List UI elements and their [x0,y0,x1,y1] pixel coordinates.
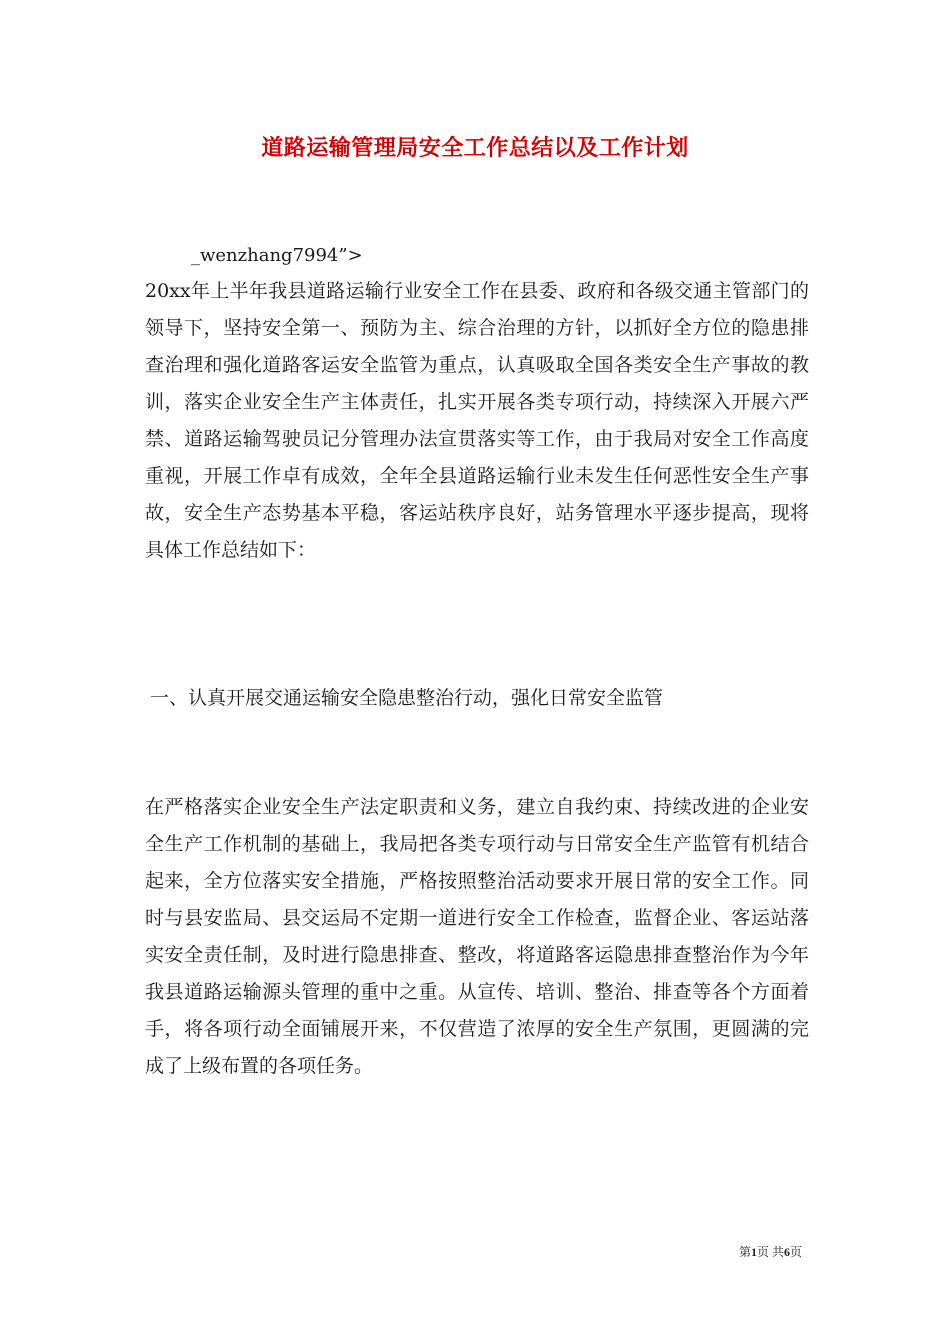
footer-total-pages: 6 [783,1245,790,1259]
footer-middle: 页 共 [756,1245,784,1259]
page-footer [739,1243,802,1261]
footer-current-page: 1 [750,1245,757,1259]
footer-suffix: 页 [789,1245,802,1259]
source-line: _wenzhang7994”> [191,245,363,266]
section-1-paragraph: 在严格落实企业安全生产法定职责和义务，建立自我约束、持续改进的企业安全生产工作机制的基础上，我局把各类专项行动与日常安全生产监管有机结合起来，全方位落实安全措施，严格按照整治活动要求开展日常的安全工作。同时与县安监局、县交运局不定期一道进行安全工作检查，监督企业、客运站落实安全责任制，及时进行隐患排查、整改，将道路客运隐患排查整治作为今年我县道路运输源头管理的重中之重。从宣传、培训、整治、排查等各个方面着手，将各项行动全面铺展开来，不仅营造了浓厚的安全生产氛围，更圆满的完成了上级布置的各项任务。 [145,796,809,1077]
footer-prefix: 第 [738,1245,751,1259]
section-heading-1: 一、认真开展交通运输安全隐患整治行动，强化日常安全监管 [150,687,664,709]
intro-paragraph: 20xx年上半年我县道路运输行业安全工作在县委、政府和各级交通主管部门的领导下，坚持安全第一、预防为主、综合治理的方针，以抓好全方位的隐患排查治理和强化道路客运安全监管为重点，认真吸取全国各类安全生产事故的教训，落实企业安全生产主体责任，扎实开展各类专项行动，持续深入开展六严禁、道路运输驾驶员记分管理办法宣贯落实等工作，由于我局对安全工作高度重视，开展工作卓有成效，全年全县道路运输行业未发生任何恶性安全生产事故，安全生产态势基本平稳，客运站秩序良好，站务管理水平逐步提高，现将具体工作总结如下： [145,280,809,561]
document-title: 道路运输管理局安全工作总结以及工作计划 [261,135,689,161]
